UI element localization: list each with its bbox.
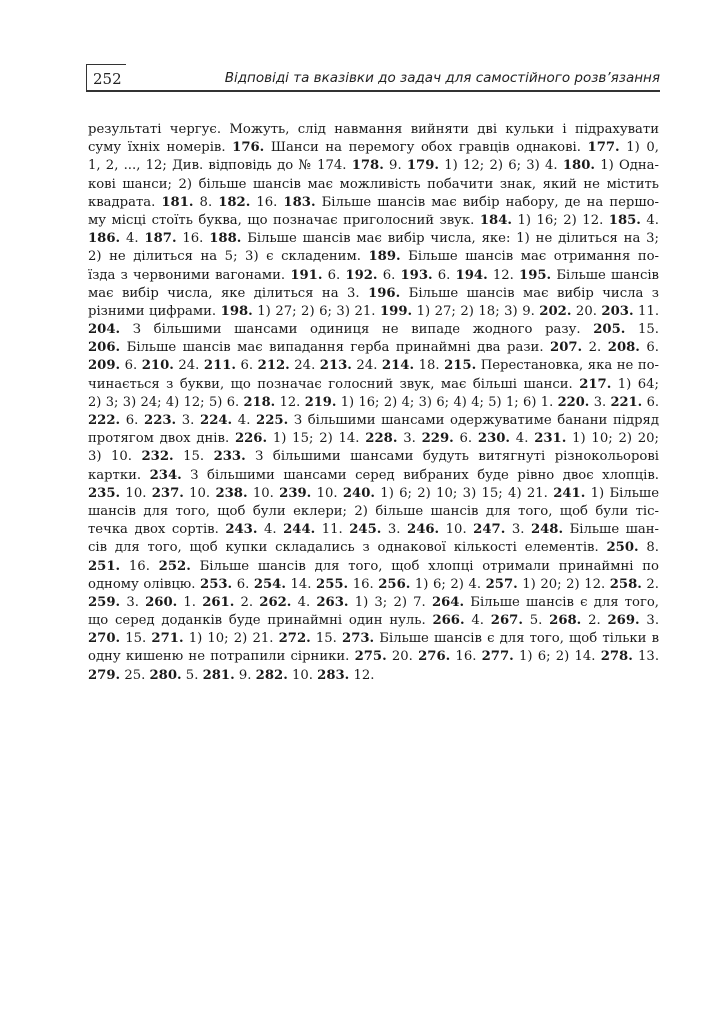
answer-text: картки. xyxy=(88,467,150,483)
problem-number: 182. xyxy=(218,194,251,210)
answer-text: 1) 6; 2) 14. xyxy=(513,649,601,665)
answer-text: протягом двох днів. xyxy=(88,431,235,447)
problem-number: 186. xyxy=(88,231,121,247)
problem-number: 209. xyxy=(88,358,121,374)
answer-text: одну кишеню не потрапили сірники. xyxy=(88,649,355,665)
text-line xyxy=(88,357,659,375)
problem-number: 259. xyxy=(88,594,121,610)
answer-text: Більше шансів є для того, щоб тільки в xyxy=(374,631,659,647)
header-rule xyxy=(86,90,660,92)
answer-text: 11. xyxy=(633,303,659,319)
problem-number: 272. xyxy=(278,631,311,647)
answer-text: результаті чергує. Можуть, слід навмання вийняти дві кульки і підрахувати xyxy=(88,122,659,137)
text-line xyxy=(88,485,659,503)
answer-text: 3. xyxy=(381,522,408,538)
problem-number: 243. xyxy=(225,522,258,538)
answer-text: кові шанси; 2) більше шансів має можливість побачити знак, який не містить xyxy=(88,176,659,192)
problem-number: 193. xyxy=(400,267,433,283)
answer-text: 4. xyxy=(232,413,257,428)
answer-text: 16. xyxy=(176,231,210,247)
answer-text: Більше шансів має отримання по- xyxy=(400,249,659,265)
problem-number: 235. xyxy=(88,485,121,501)
problem-number: 178. xyxy=(351,158,384,174)
answer-text: 1) 64; xyxy=(611,376,659,392)
problem-number: 198. xyxy=(220,303,253,319)
problem-number: 273. xyxy=(342,631,375,647)
text-line xyxy=(88,667,659,685)
answer-text: 1) 12; 2) 6; 3) 4. xyxy=(439,158,563,174)
text-line xyxy=(88,139,659,157)
problem-number: 269. xyxy=(607,613,640,629)
text-line xyxy=(88,503,659,521)
problem-number: 258. xyxy=(609,576,642,592)
problem-number: 256. xyxy=(378,576,411,592)
problem-number: 215. xyxy=(444,358,477,374)
problem-number: 267. xyxy=(490,613,523,629)
answer-text: 1) 10; 2) 20; xyxy=(566,431,659,447)
problem-number: 271. xyxy=(151,631,184,647)
answer-text: 4. xyxy=(510,431,535,447)
text-line xyxy=(88,230,659,248)
text-line xyxy=(88,285,659,303)
answer-text: 15. xyxy=(625,322,659,338)
problem-number: 211. xyxy=(203,358,237,374)
problem-number: 238. xyxy=(215,485,248,501)
answer-text: 1) 27; 2) 18; 3) 9. xyxy=(412,303,540,319)
answer-text: має вибір числа, яке ділиться на 3. xyxy=(88,285,369,301)
answer-text: 13. xyxy=(632,649,659,665)
text-line xyxy=(88,321,659,339)
answer-text: Більше шансів xyxy=(551,267,659,283)
problem-number: 214. xyxy=(381,358,415,374)
problem-number: 261. xyxy=(202,594,235,610)
answer-text: 2. xyxy=(234,594,260,610)
answer-text: 4. xyxy=(640,212,659,228)
problem-number: 184. xyxy=(479,212,512,228)
text-line xyxy=(88,630,659,648)
problem-number: 225. xyxy=(256,413,289,428)
answer-text: 6. xyxy=(236,358,258,374)
answer-text: З більшими шансами одержуватиме банани підряд xyxy=(288,413,659,428)
answer-text: 2. xyxy=(641,576,659,592)
answer-text: 20. xyxy=(386,649,419,665)
problem-number: 234. xyxy=(149,467,182,483)
problem-number: 207. xyxy=(550,340,583,356)
answer-text: 25. xyxy=(120,667,150,683)
problem-number: 228. xyxy=(365,431,398,447)
answer-text: 24. xyxy=(289,358,320,374)
answer-text: 1) 16; 2) 4; 3) 6; 4) 4; 5) 1; 6) 1. xyxy=(336,394,558,410)
answer-text: 1) 20; 2) 12. xyxy=(517,576,610,592)
running-title: Відповіді та вказівки до задач для самостійного розв’язання xyxy=(224,70,660,86)
answer-text: 2. xyxy=(582,340,608,356)
text-line xyxy=(88,648,659,666)
answer-text: 6. xyxy=(639,340,659,356)
text-line xyxy=(88,558,659,576)
problem-number: 268. xyxy=(549,613,582,629)
problem-number: 280. xyxy=(149,667,182,683)
answer-text: 16. xyxy=(348,576,379,592)
answer-text: 1) 15; 2) 14. xyxy=(267,431,366,447)
problem-number: 247. xyxy=(473,522,506,538)
problem-number: 224. xyxy=(200,413,233,428)
text-line xyxy=(88,339,659,357)
answer-text: 16. xyxy=(450,649,482,665)
problem-number: 212. xyxy=(257,358,290,374)
page-number-box xyxy=(86,64,126,91)
page-number: 252 xyxy=(93,70,122,88)
answer-text: 10. xyxy=(247,485,280,501)
problem-number: 246. xyxy=(407,522,440,538)
answer-text: 2. xyxy=(581,613,608,629)
problem-number: 213. xyxy=(319,358,352,374)
text-line xyxy=(88,612,659,630)
problem-number: 263. xyxy=(316,594,349,610)
answer-text: 9. xyxy=(234,667,256,683)
problem-number: 204. xyxy=(88,322,121,338)
problem-number: 177. xyxy=(587,140,620,156)
problem-number: 232. xyxy=(141,449,174,465)
problem-number: 250. xyxy=(606,540,639,556)
answer-text: Більше шансів має вибір числа з xyxy=(400,285,659,301)
text-line xyxy=(88,412,659,430)
problem-number: 191. xyxy=(290,267,323,283)
problem-number: 264. xyxy=(431,594,465,610)
problem-number: 221. xyxy=(610,394,643,410)
text-line xyxy=(88,394,659,412)
problem-number: 219. xyxy=(304,394,337,410)
answer-text: що серед доданків буде принаймні один нуль. xyxy=(88,613,433,629)
answer-text: 3. xyxy=(176,413,201,428)
problem-number: 253. xyxy=(200,576,233,592)
problem-number: 240. xyxy=(342,485,375,501)
answer-text: 10. xyxy=(311,485,343,501)
answer-text: Перестановка, яка не по- xyxy=(476,358,659,374)
text-line xyxy=(88,176,659,194)
answer-text: 8. xyxy=(193,194,219,210)
answer-text: 6. xyxy=(322,267,346,283)
answer-text: Більше шан- xyxy=(563,522,659,538)
answer-text: 6. xyxy=(377,267,401,283)
problem-number: 183. xyxy=(283,194,316,210)
answer-text: 24. xyxy=(173,358,204,374)
answer-text: 4. xyxy=(291,594,317,610)
answer-text: 5. xyxy=(522,613,550,629)
problem-number: 192. xyxy=(345,267,378,283)
answer-text: 3. xyxy=(639,613,659,629)
answer-text: їзда з червоними вагонами. xyxy=(88,267,291,283)
answer-text: сів для того, щоб купки складались з однакової кількості елементів. xyxy=(88,540,607,556)
answer-text: 4. xyxy=(120,231,145,247)
answer-text: З більшими шансами серед вибраних буде рівно двоє хлопців. xyxy=(181,467,659,483)
answer-text: 20. xyxy=(571,303,602,319)
text-line xyxy=(88,448,659,466)
problem-number: 279. xyxy=(88,667,121,683)
problem-number: 195. xyxy=(519,267,552,283)
answer-text: 10. xyxy=(120,485,152,501)
answer-text: 10. xyxy=(287,667,318,683)
answer-text: 1) Одна- xyxy=(594,158,659,174)
answer-text: 1) 16; 2) 12. xyxy=(511,212,609,228)
answer-text: 6. xyxy=(432,267,456,283)
problem-number: 196. xyxy=(368,285,401,301)
problem-number: 281. xyxy=(202,667,235,683)
answer-text: 8. xyxy=(638,540,659,556)
answer-text: 15. xyxy=(120,631,152,647)
answer-text: чинається з букви, що позначає голосний звук, має більші шанси. xyxy=(88,376,580,392)
answer-text: Більше шансів є для того, xyxy=(464,594,659,610)
text-line xyxy=(88,521,659,539)
problem-number: 208. xyxy=(607,340,640,356)
answer-text: 1) Більше xyxy=(585,485,659,501)
problem-number: 180. xyxy=(562,158,595,174)
text-line xyxy=(88,194,659,212)
text-line xyxy=(88,376,659,394)
problem-number: 255. xyxy=(316,576,349,592)
answer-text: 3. xyxy=(397,431,422,447)
answer-text: 3. xyxy=(505,522,531,538)
problem-number: 262. xyxy=(259,594,292,610)
problem-number: 210. xyxy=(141,358,174,374)
problem-number: 277. xyxy=(481,649,514,665)
answer-text: 3. xyxy=(120,594,146,610)
problem-number: 230. xyxy=(477,431,511,447)
problem-number: 188. xyxy=(209,231,242,247)
answer-text: 12. xyxy=(275,394,305,410)
answer-text: 16. xyxy=(250,194,284,210)
answer-text: течка двох сортів. xyxy=(88,522,226,538)
answer-text: 5. xyxy=(181,667,203,683)
answer-text: 1) 10; 2) 21. xyxy=(183,631,279,647)
problem-number: 205. xyxy=(593,322,626,338)
problem-number: 206. xyxy=(88,340,121,356)
problem-number: 275. xyxy=(354,649,387,665)
answer-text: 6. xyxy=(453,431,478,447)
answer-text: 6. xyxy=(120,413,145,428)
answer-text: 15. xyxy=(310,631,343,647)
problem-number: 231. xyxy=(534,431,567,447)
problem-number: 203. xyxy=(601,303,634,319)
answer-text: 15. xyxy=(173,449,214,465)
answer-text: 1) 6; 2) 10; 3) 15; 4) 21. xyxy=(375,485,554,501)
answer-text: 1) 3; 2) 7. xyxy=(348,594,432,610)
answer-text: 3) 10. xyxy=(88,449,142,465)
answer-text: Більше шансів для того, щоб хлопці отримали принаймні по xyxy=(190,558,659,574)
problem-number: 229. xyxy=(421,431,454,447)
answer-text: одному олівцю. xyxy=(88,576,201,592)
answer-text: 18. xyxy=(414,358,445,374)
problem-number: 226. xyxy=(234,431,268,447)
problem-number: 260. xyxy=(145,594,178,610)
problem-number: 179. xyxy=(406,158,439,174)
answer-text: Більше шансів має випадання герба принаймні два рази. xyxy=(120,340,551,356)
problem-number: 254. xyxy=(253,576,286,592)
answer-text: суму їхніх номерів. xyxy=(88,140,233,156)
answer-text: 6. xyxy=(120,358,142,374)
problem-number: 282. xyxy=(255,667,288,683)
text-line xyxy=(88,157,659,175)
answer-text: 1) 27; 2) 6; 3) 21. xyxy=(252,303,380,319)
problem-number: 218. xyxy=(243,394,276,410)
answer-text: 4. xyxy=(464,613,491,629)
answer-text: 1. xyxy=(177,594,203,610)
problem-number: 239. xyxy=(279,485,312,501)
page-header xyxy=(86,64,660,92)
text-line xyxy=(88,267,659,285)
problem-number: 244. xyxy=(283,522,316,538)
problem-number: 233. xyxy=(213,449,246,465)
problem-number: 270. xyxy=(88,631,121,647)
problem-number: 187. xyxy=(144,231,177,247)
problem-number: 237. xyxy=(151,485,184,501)
problem-number: 185. xyxy=(608,212,641,228)
problem-number: 222. xyxy=(88,413,121,428)
answer-text: 11. xyxy=(315,522,350,538)
problem-number: 251. xyxy=(88,558,121,574)
answer-text: 1) 6; 2) 4. xyxy=(410,576,486,592)
answer-text: 12. xyxy=(349,667,375,683)
answer-text: 6. xyxy=(642,394,659,410)
problem-number: 252. xyxy=(158,558,191,574)
problem-number: 181. xyxy=(161,194,194,210)
answer-text: 9. xyxy=(383,158,407,174)
problem-number: 199. xyxy=(379,303,413,319)
text-line xyxy=(88,212,659,230)
answer-text: 1, 2, ..., 12; Див. відповідь до № 174. xyxy=(88,158,352,174)
problem-number: 278. xyxy=(600,649,633,665)
answer-text: шансів для того, щоб були еклери; 2) більше шансів для того, щоб були тіс- xyxy=(88,503,659,519)
answer-text: 3. xyxy=(589,394,611,410)
problem-number: 248. xyxy=(530,522,564,538)
answer-text: Шанси на перемогу обох гравців однакові. xyxy=(264,140,588,156)
answer-text: З більшими шансами одиниця не випаде жодного разу. xyxy=(120,322,594,338)
problem-number: 276. xyxy=(418,649,451,665)
problem-number: 220. xyxy=(557,394,590,410)
answer-text: му місці стоїть буква, що позначає приголосний звук. xyxy=(88,212,480,228)
answer-text: 2) 3; 3) 24; 4) 12; 5) 6. xyxy=(88,394,244,410)
problem-number: 189. xyxy=(368,249,401,265)
text-line xyxy=(88,303,659,321)
problem-number: 217. xyxy=(579,376,612,392)
problem-number: 202. xyxy=(539,303,572,319)
answer-text: 1) 0, xyxy=(619,140,659,156)
problem-number: 257. xyxy=(485,576,518,592)
answer-text: різними цифрами. xyxy=(88,303,221,319)
answer-text: Більше шансів має вибір набору, де на першо- xyxy=(315,194,659,210)
text-line xyxy=(88,430,659,448)
text-line xyxy=(88,121,659,139)
answer-text: 6. xyxy=(232,576,254,592)
problem-number: 283. xyxy=(317,667,350,683)
answer-text: 2) не ділиться на 5; 3) є складеним. xyxy=(88,249,369,265)
answer-text: 16. xyxy=(120,558,159,574)
problem-number: 223. xyxy=(144,413,177,428)
answer-text: Більше шансів має вибір числа, яке: 1) не ділиться на 3; xyxy=(241,231,659,247)
problem-number: 194. xyxy=(455,267,488,283)
answers-text-block xyxy=(88,121,659,685)
problem-number: 176. xyxy=(232,140,265,156)
answer-text: 14. xyxy=(285,576,317,592)
answer-text: квадрата. xyxy=(88,194,162,210)
text-line xyxy=(88,467,659,485)
problem-number: 241. xyxy=(553,485,586,501)
text-line xyxy=(88,248,659,266)
answer-text: З більшими шансами будуть витягнуті різнокольорові xyxy=(245,449,659,465)
answer-text: 4. xyxy=(257,522,284,538)
answer-text: 10. xyxy=(439,522,474,538)
problem-number: 266. xyxy=(432,613,465,629)
text-line xyxy=(88,576,659,594)
text-line xyxy=(88,594,659,612)
text-line xyxy=(88,539,659,557)
problem-number: 245. xyxy=(349,522,382,538)
answer-text: 12. xyxy=(487,267,520,283)
answer-text: 24. xyxy=(351,358,382,374)
answer-text: 10. xyxy=(183,485,216,501)
